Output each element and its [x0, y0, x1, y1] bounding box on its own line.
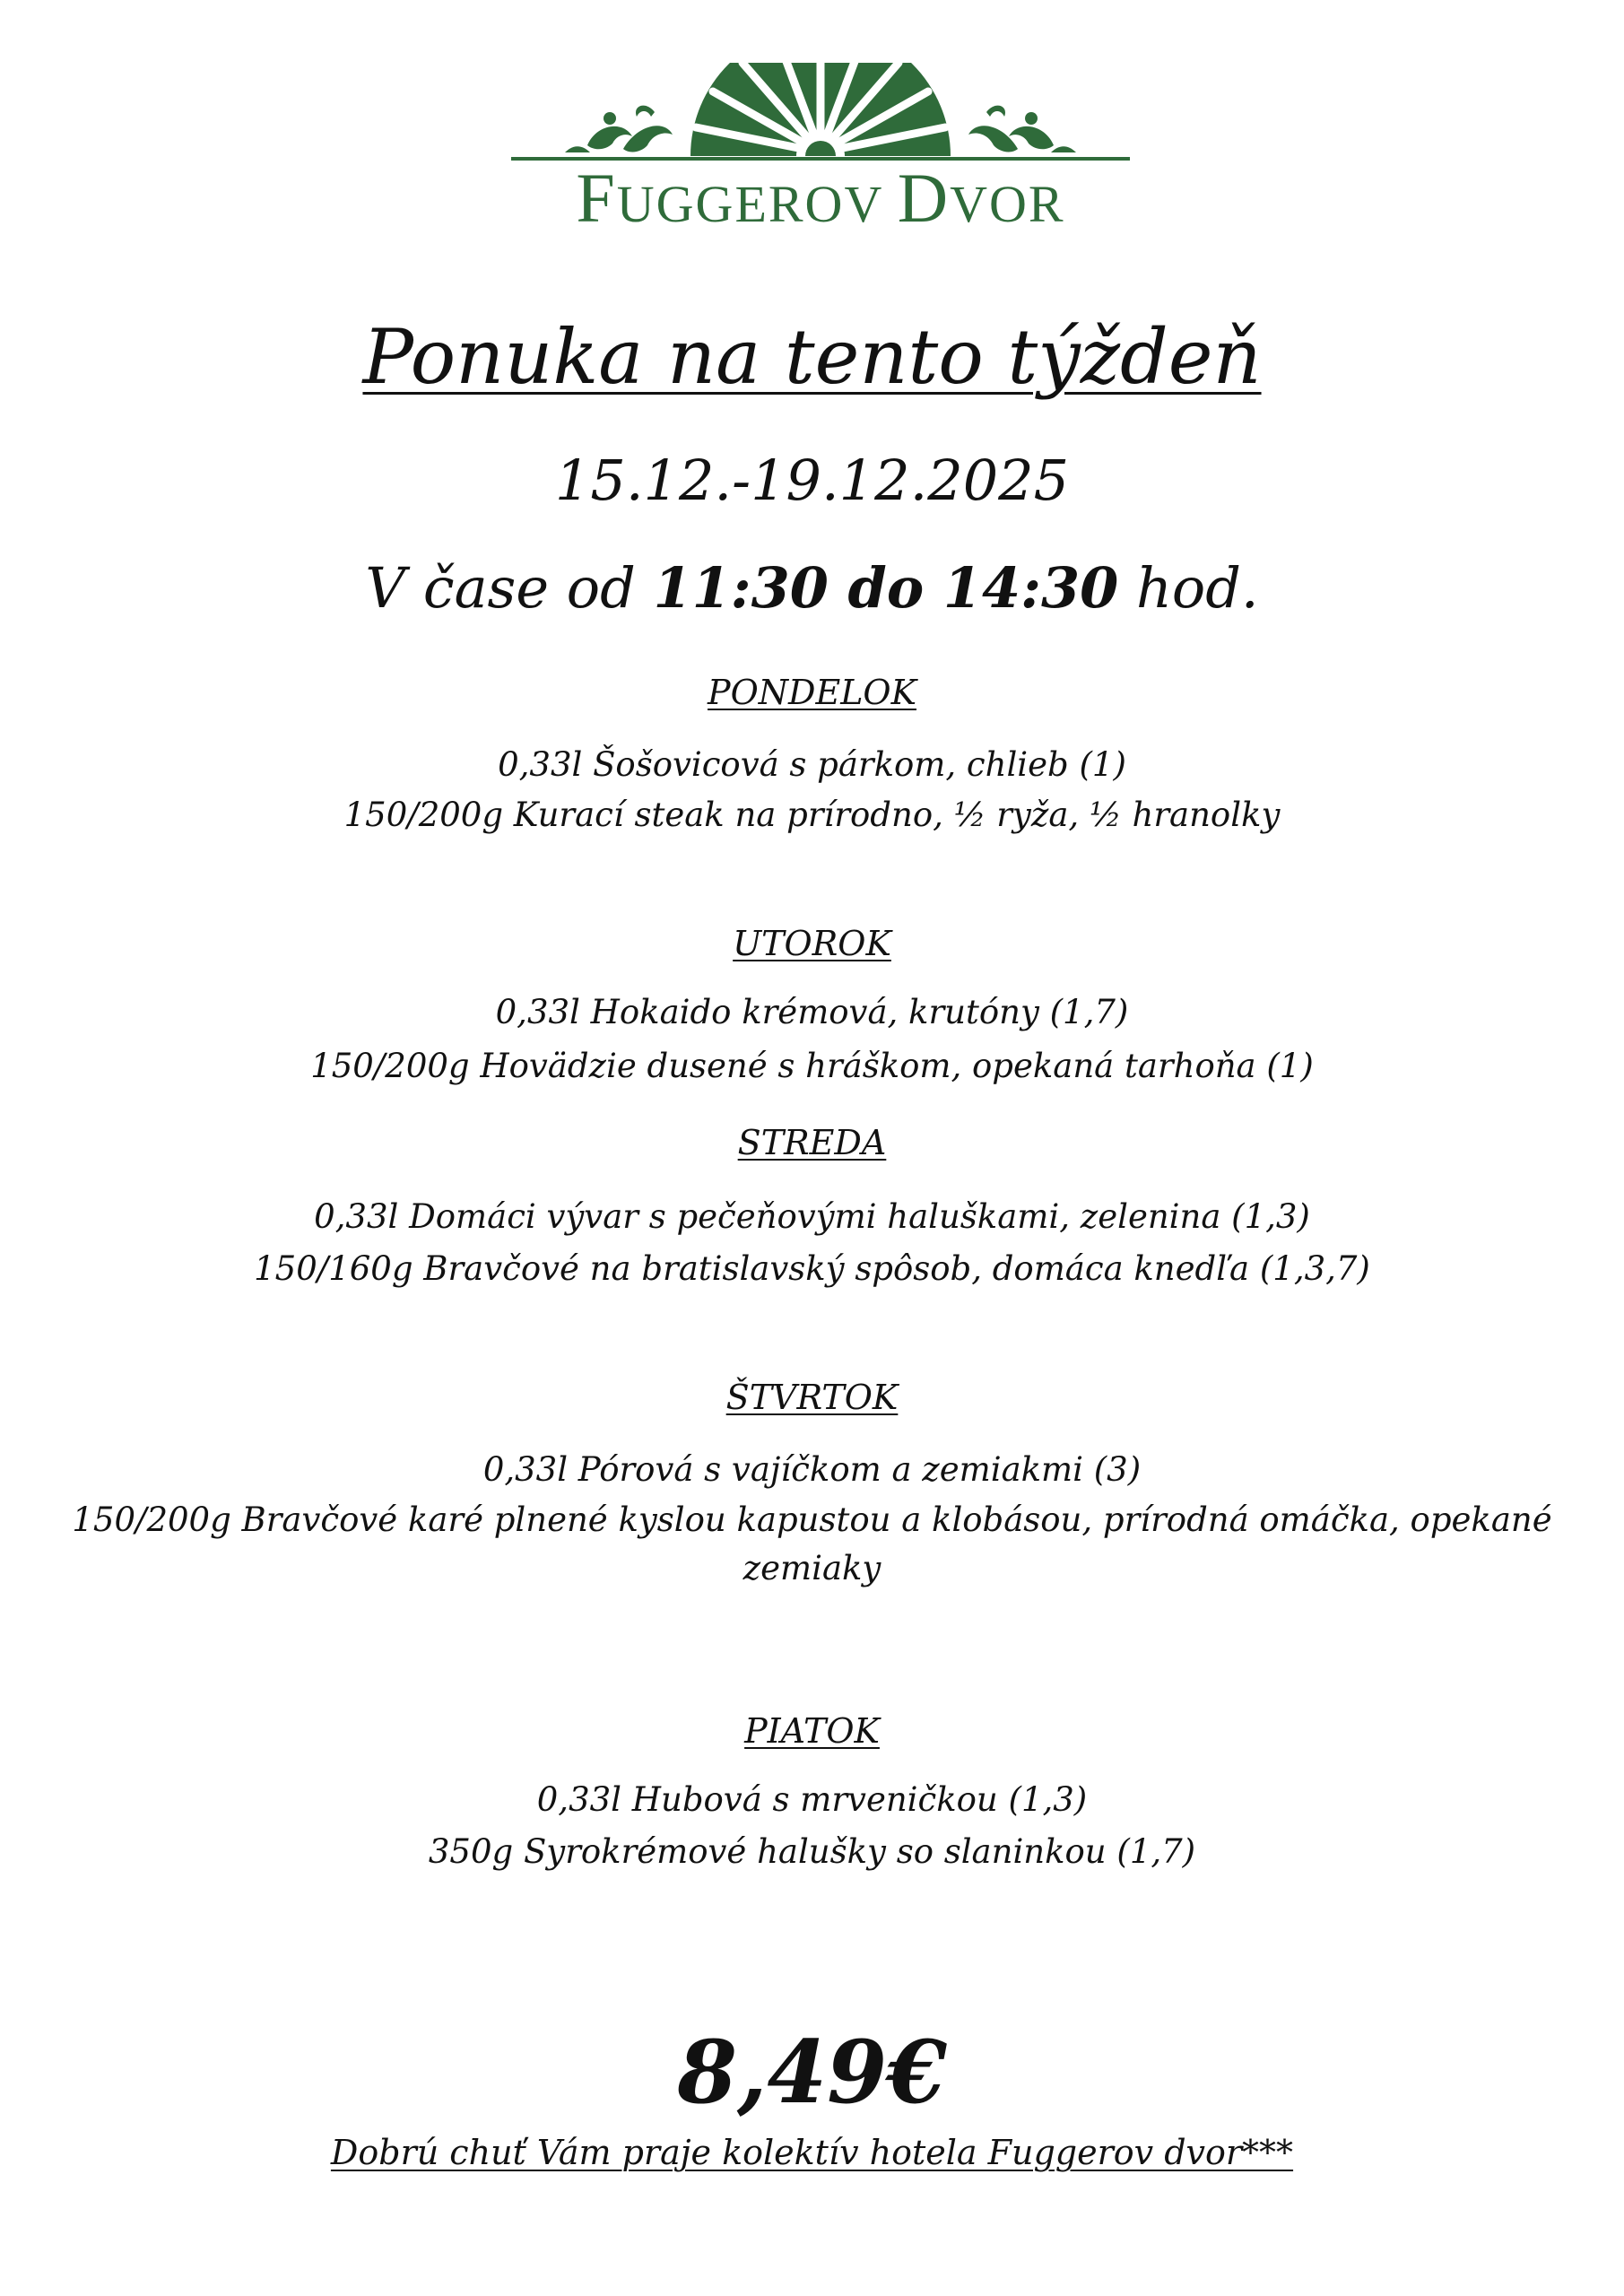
menu-item: 150/200g Bravčové karé plnené kyslou kapustou a klobásou, prírodná omáčka, opekané	[72, 1500, 1552, 1539]
menu-title: Ponuka na tento týždeň	[362, 313, 1262, 401]
wheel-sunburst-logo-icon	[511, 63, 1130, 170]
menu-item: 150/200g Hovädzie dusené s hráškom, opekaná tarhoňa (1)	[310, 1047, 1314, 1085]
menu-item: zemiaky	[743, 1549, 881, 1587]
menu-item: 0,33l Hokaido krémová, krutóny (1,7)	[495, 993, 1129, 1031]
menu-item: 0,33l Hubová s mrveničkou (1,3)	[536, 1780, 1088, 1819]
menu-item: 150/200g Kurací steak na prírodno, ½ ryža, ½ hranolky	[343, 796, 1281, 834]
menu-price: 8,49€	[677, 2022, 947, 2123]
serving-hours: V čase od 11:30 do 14:30 hod.	[365, 555, 1259, 621]
day-heading-stvrtok: ŠTVRTOK	[725, 1378, 899, 1417]
footer-greeting: Dobrú chuť Vám praje kolektív hotela Fuggerov dvor***	[330, 2133, 1294, 2172]
menu-item: 350g Syrokrémové halušky so slaninkou (1,7)	[428, 1832, 1196, 1871]
day-heading-pondelok: PONDELOK	[708, 673, 916, 712]
day-heading-utorok: UTOROK	[733, 924, 891, 963]
fuggerov-dvor-logo	[511, 63, 1130, 256]
logo-wordmark: FUGGEROV DVOR	[576, 159, 1065, 237]
day-heading-streda: STREDA	[737, 1123, 887, 1162]
menu-dates: 15.12.-19.12.2025	[554, 448, 1070, 513]
day-heading-piatok: PIATOK	[744, 1711, 880, 1751]
menu-item: 0,33l Pórová s vajíčkom a zemiakmi (3)	[482, 1450, 1142, 1489]
menu-item: 150/160g Bravčové na bratislavský spôsob, domáca knedľa (1,3,7)	[254, 1249, 1370, 1288]
menu-item: 0,33l Domáci vývar s pečeňovými haluškami, zelenina (1,3)	[314, 1197, 1310, 1236]
menu-item: 0,33l Šošovicová s párkom, chlieb (1)	[498, 745, 1126, 784]
